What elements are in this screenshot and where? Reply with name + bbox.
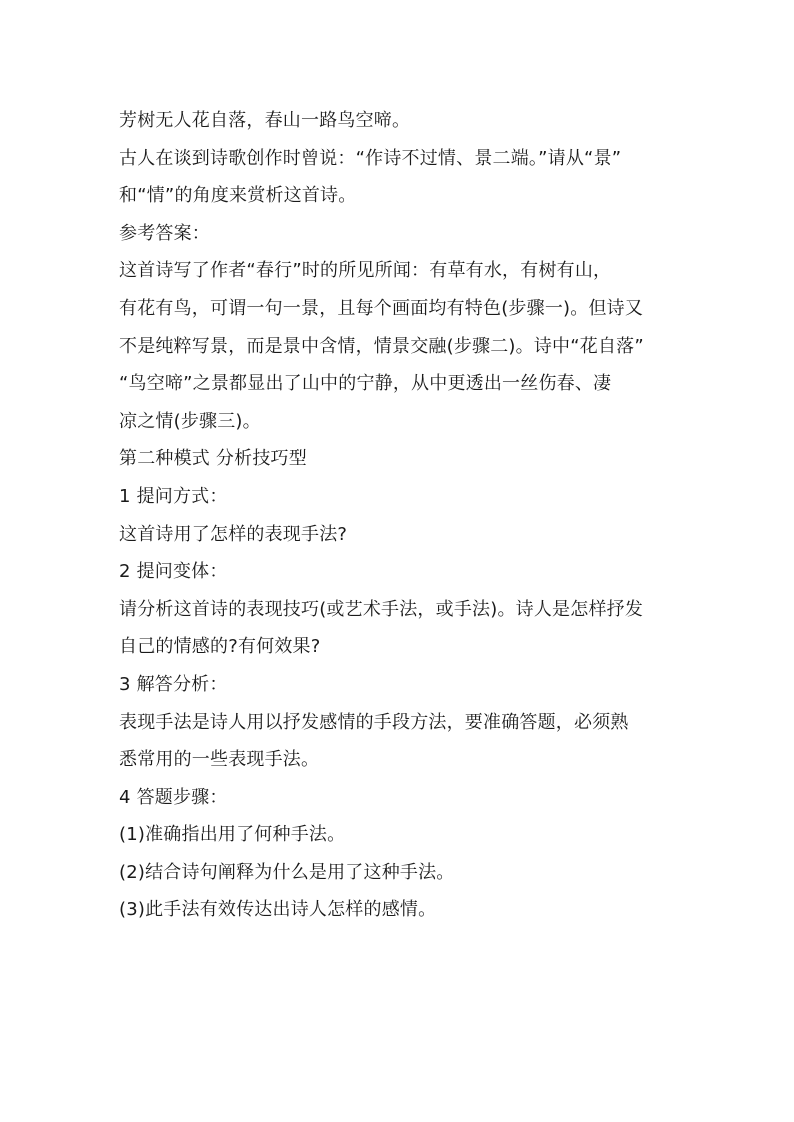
item-text-3b: 悉常用的一些表现手法。: [119, 749, 320, 771]
poem-line: 芳树无人花自落，春山一路鸟空啼。: [119, 110, 411, 131]
answer-line-1: 这首诗写了作者“春行”时的所见所闻：有草有水，有树有山，: [119, 260, 612, 282]
step-2: (2)结合诗句阐释为什么是用了这种手法。: [119, 861, 455, 883]
item-text-3a: 表现手法是诗人用以抒发感情的手段方法，要准确答题，必须熟: [119, 711, 629, 733]
question-line-2: 和“情”的角度来赏析这首诗。: [119, 185, 357, 207]
section-heading: 第二种模式 分析技巧型: [119, 448, 307, 470]
item-heading-3: 3 解答分析：: [119, 673, 228, 695]
item-heading-1: 1 提问方式：: [119, 485, 228, 507]
item-text-1: 这首诗用了怎样的表现手法?: [119, 523, 348, 545]
step-1: (1)准确指出用了何种手法。: [119, 824, 346, 846]
answer-line-5: 凉之情(步骤三)。: [119, 410, 261, 432]
answer-line-2: 有花有鸟，可谓一句一景，且每个画面均有特色(步骤一)。但诗又: [119, 297, 644, 319]
answer-line-3: 不是纯粹写景，而是景中含情，情景交融(步骤二)。诗中“花自落”: [119, 335, 644, 357]
item-heading-2: 2 提问变体：: [119, 561, 228, 583]
step-3: (3)此手法有效传达出诗人怎样的感情。: [119, 899, 437, 921]
item-text-2b: 自己的情感的?有何效果?: [119, 636, 321, 658]
answer-heading: 参考答案：: [119, 222, 210, 244]
item-heading-4: 4 答题步骤：: [119, 786, 228, 808]
item-text-2a: 请分析这首诗的表现技巧(或艺术手法，或手法)。诗人是怎样抒发: [119, 598, 644, 620]
question-line-1: 古人在谈到诗歌创作时曾说：“作诗不过情、景二端。”请从“景”: [119, 147, 622, 169]
answer-line-4: “鸟空啼”之景都显出了山中的宁静，从中更透出一丝伤春、凄: [119, 373, 612, 395]
